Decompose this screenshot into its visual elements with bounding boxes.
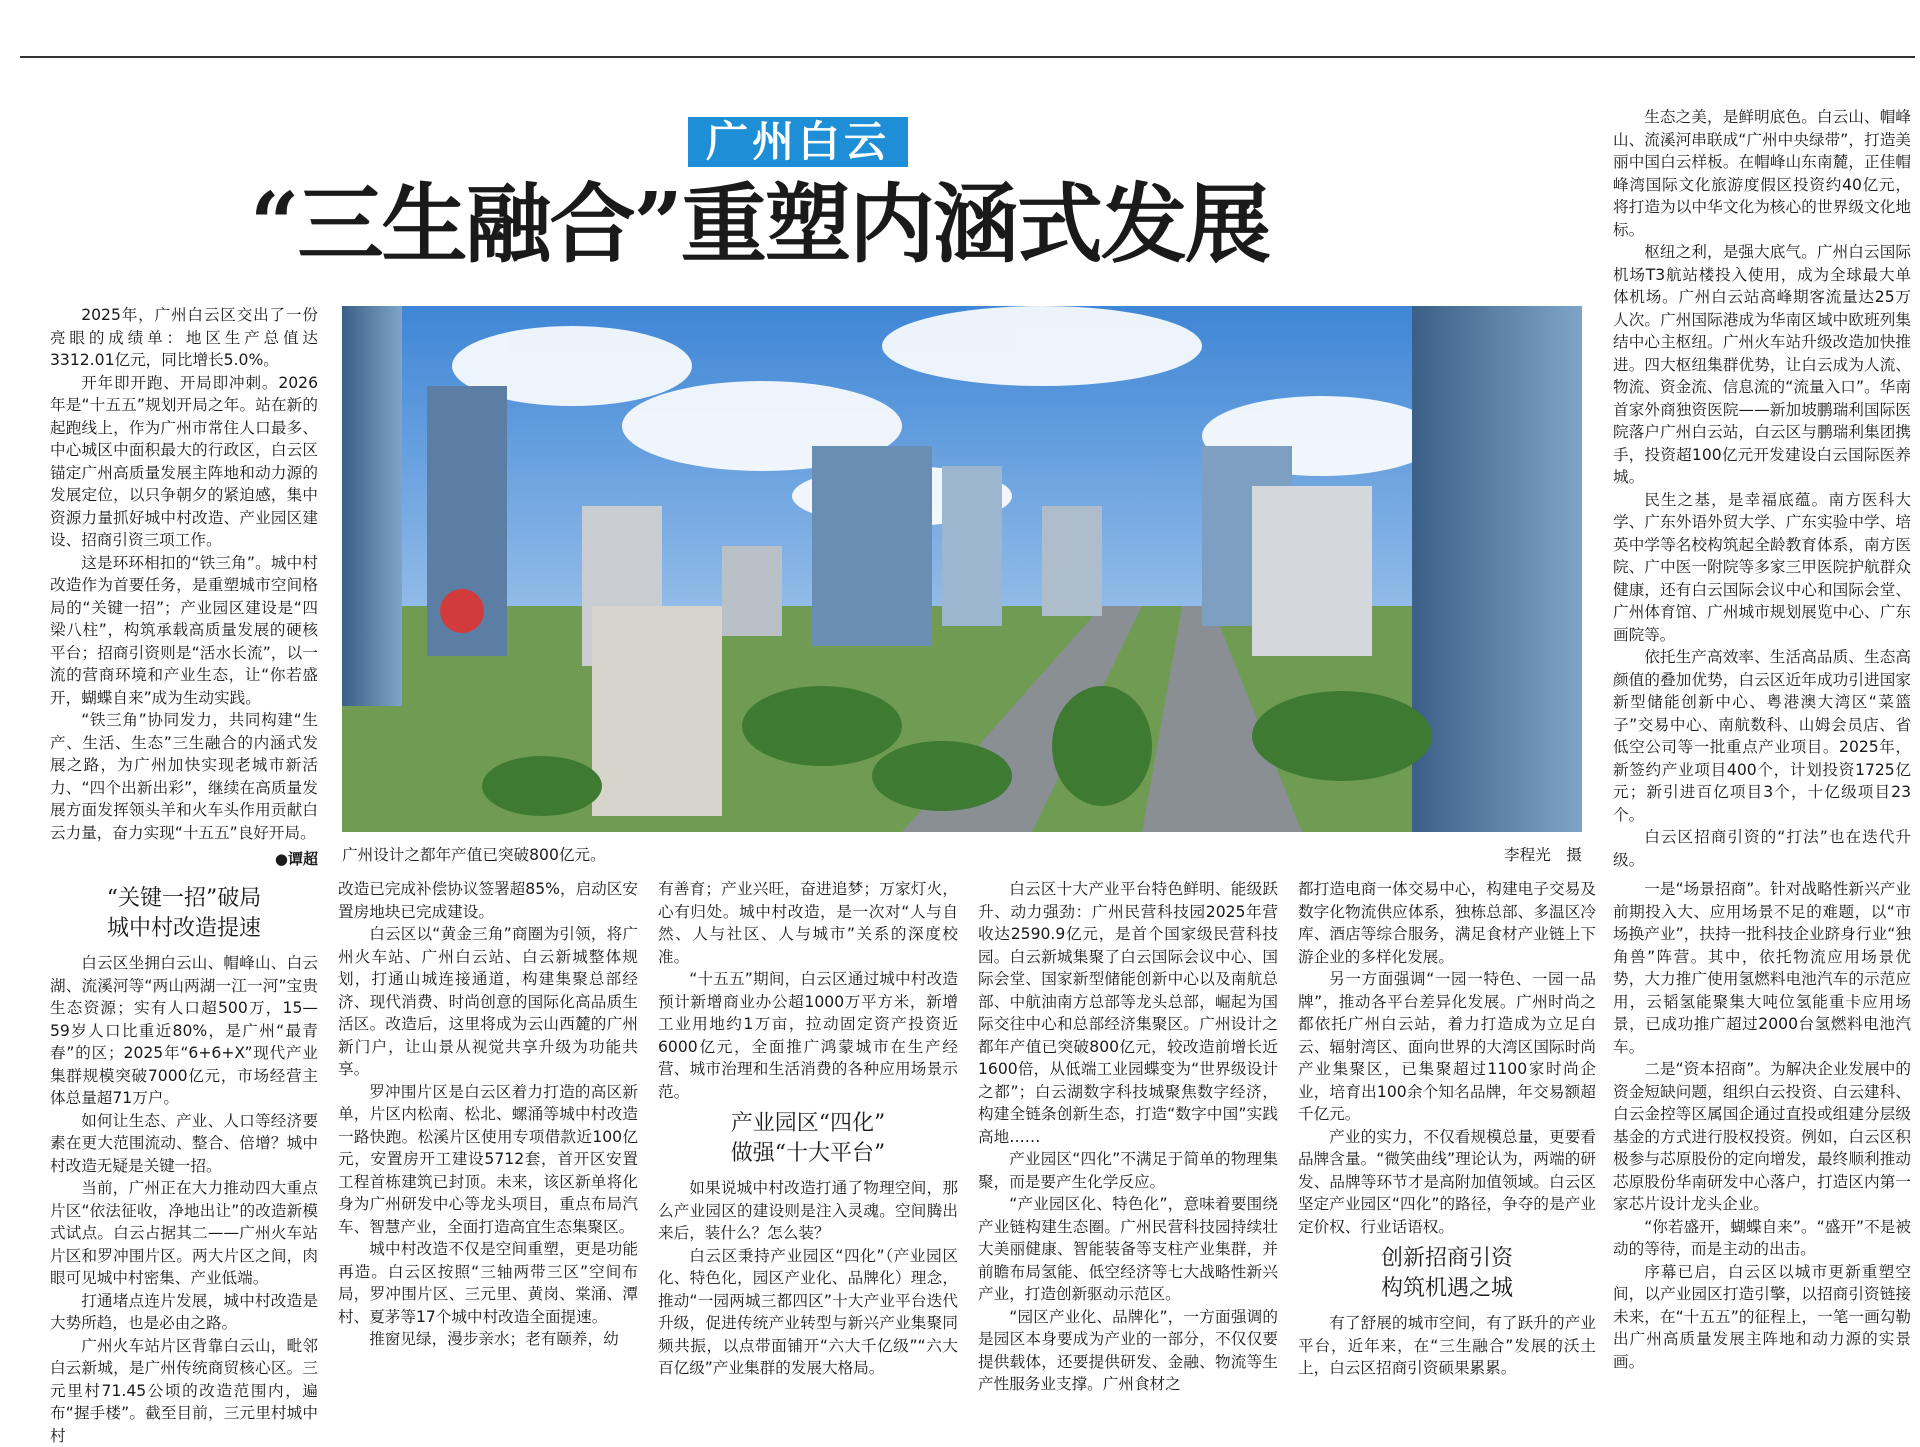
- paragraph: 一是“场景招商”。针对战略性新兴产业前期投入大、应用场景不足的难题，以“市场换产业”，扶持一批科技企业跻身行业“独角兽”阵营。其中，依托物流应用场景优势，大力推广使用氢燃料电池汽车的示范应用，云韬氢能聚集大吨位氢能重卡应用场景，已成功推广超过2000台氢燃料电池汽车。: [1613, 878, 1911, 1058]
- top-rule: [20, 56, 1915, 58]
- column-6: [1613, 878, 1911, 1384]
- paragraph: “园区产业化、品牌化”，一方面强调的是园区本身要成为产业的一部分，不仅仅要提供载体，还要提供研发、金融、物流等生产性服务业支撑。广州食材之: [978, 1306, 1278, 1396]
- paragraph: 白云区以“黄金三角”商圈为引领，将广州火车站、广州白云站、白云新城整体规划，打通山城连接通道，构建集聚总部经济、现代消费、时尚创意的国际化高品质生活区。改造后，这里将成为云山西麓的广州新门户，让山景从视觉共享升级为功能共享。: [338, 923, 638, 1081]
- paragraph: 广州火车站片区背靠白云山，毗邻白云新城，是广州传统商贸核心区。三元里村71.45公顷的改造范围内，遍布“握手楼”。截至目前，三元里村城中村: [50, 1335, 318, 1447]
- city-panorama-photo: [342, 306, 1582, 832]
- intro-paragraph: 2025年，广州白云区交出了一份亮眼的成绩单：地区生产总值达3312.01亿元，同比增长5.0%。: [50, 304, 318, 372]
- subheading-key-move: “关键一招”破局 城中村改造提速: [50, 884, 318, 944]
- intro-paragraph: “铁三角”协同发力，共同构建“生产、生活、生态”三生融合的内涵式发展之路，为广州加快实现老城市新活力、“四个出新出彩”，继续在高质量发展方面发挥领头羊和火车头作用贡献白云力量，奋力实现“十五五”良好开局。: [50, 709, 318, 844]
- photo-credit: 李程光 摄: [1504, 843, 1582, 865]
- subheading-industrial-parks: 产业园区“四化” 做强“十大平台”: [658, 1109, 958, 1169]
- paragraph: 产业园区“四化”不满足于简单的物理集聚，而是要产生化学反应。: [978, 1148, 1278, 1193]
- subheading-investment: 创新招商引资 构筑机遇之城: [1298, 1244, 1596, 1304]
- paragraph: 二是“资本招商”。为解决企业发展中的资金短缺问题，组织白云投资、白云建科、白云金控等区属国企通过直投或组建分层级基金的方式进行股权投资。例如，白云区积极参与芯原股份的定向增发，最终顺利推动芯原股份华南研发中心落户，打造区内第一家芯片设计龙头企业。: [1613, 1058, 1911, 1216]
- column-4: [978, 878, 1278, 1384]
- paragraph: 有善育；产业兴旺，奋进追梦；万家灯火，心有归处。城中村改造，是一次对“人与自然、人与社区、人与城市”关系的深度校准。: [658, 878, 958, 968]
- paragraph: 城中村改造不仅是空间重塑，更是功能再造。白云区按照“三轴两带三区”空间布局，罗冲围片区、三元里、黄岗、棠涌、潭村、夏茅等17个城中村改造全面提速。: [338, 1238, 638, 1328]
- paragraph: 罗冲围片区是白云区着力打造的高区新单，片区内松南、松北、螺涌等城中村改造一路快跑。松溪片区使用专项借款近100亿元，安置房开工建设5712套，首开区安置工程首栋建筑已封顶。未来，该区新单将化身为广州研发中心等龙头项目，重点布局汽车、智慧产业，全面打造高宜生态集聚区。: [338, 1081, 638, 1239]
- section-kicker: 广州白云: [688, 117, 908, 167]
- paragraph: 白云区十大产业平台特色鲜明、能级跃升、动力强劲：广州民营科技园2025年营收达2590.9亿元，是首个国家级民营科技园。白云新城集聚了白云国际会议中心、国际会堂、国家新型储能创新中心以及南航总部、中航油南方总部等龙头总部，崛起为国际交往中心和总部经济集聚区。广州设计之都年产值已突破800亿元，较改造前增长近1600倍，从低端工业园蝶变为“世界级设计之都”；白云湖数字科技城聚焦数字经济，构建全链条创新生态，打造“数字中国”实践高地……: [978, 878, 1278, 1148]
- paragraph: 另一方面强调“一园一特色、一园一品牌”，推动各平台差异化发展。广州时尚之都依托广州白云站，着力打造成为立足白云、辐射湾区、面向世界的大湾区国际时尚产业集聚区，已集聚超过1100家时尚企业，培育出100余个知名品牌，年交易额超千亿元。: [1298, 968, 1596, 1126]
- paragraph: 枢纽之利，是强大底气。广州白云国际机场T3航站楼投入使用，成为全球最大单体机场。广州白云站高峰期客流量达25万人次。广州国际港成为华南区域中欧班列集结中心主枢纽。广州火车站升级改造加快推进。四大枢纽集群优势，让白云成为人流、物流、资金流、信息流的“流量入口”。华南首家外商独资医院——新加坡鹏瑞利国际医院落户广州白云站，白云区与鹏瑞利集团携手，投资超100亿元开发建设白云国际医养城。: [1613, 241, 1911, 489]
- paragraph: “你若盛开，蝴蝶自来”。“盛开”不是被动的等待，而是主动的出击。: [1613, 1216, 1911, 1261]
- paragraph: 生态之美，是鲜明底色。白云山、帽峰山、流溪河串联成“广州中央绿带”，打造美丽中国白云样板。在帽峰山东南麓，正佳帽峰湾国际文化旅游度假区投资约40亿元，将打造为以中华文化为核心的世界级文化地标。: [1613, 106, 1911, 241]
- intro-paragraph: 这是环环相扣的“铁三角”。城中村改造作为首要任务，是重塑城市空间格局的“关键一招”；产业园区建设是“四梁八柱”，构筑承载高质量发展的硬核平台；招商引资则是“活水长流”，以一流的营商环境和产业生态，让“你若盛开，蝴蝶自来”成为生动实践。: [50, 552, 318, 710]
- column-1: [50, 878, 318, 1384]
- paragraph: 改造已完成补偿协议签署超85%，启动区安置房地块已完成建设。: [338, 878, 638, 923]
- paragraph: 都打造电商一体交易中心，构建电子交易及数字化物流供应体系，独栋总部、多温区冷库、酒店等综合服务，满足食材产业链上下游企业的多样化发展。: [1298, 878, 1596, 968]
- paragraph: “产业园区化、特色化”，意味着要围绕产业链构建生态圈。广州民营科技园持续壮大美丽健康、智能装备等支柱产业集群，并前瞻布局氢能、低空经济等七大战略性新兴产业，打造创新驱动示范区。: [978, 1193, 1278, 1306]
- headline: “三生融合”重塑内涵式发展: [250, 172, 1400, 277]
- paragraph: 产业的实力，不仅看规模总量，更要看品牌含量。“微笑曲线”理论认为，两端的研发、品牌等环节才是高附加值领域。白云区坚定产业园区“四化”的路径，争夺的是产业定价权、行业话语权。: [1298, 1126, 1596, 1239]
- paragraph: 白云区坐拥白云山、帽峰山、白云湖、流溪河等“两山两湖一江一河”宝贵生态资源；实有人口超500万，15—59岁人口比重近80%，是广州“最青春”的区；2025年“6+6+X”现代产业集群规模突破7000亿元，市场经营主体总量超71万户。: [50, 952, 318, 1110]
- paragraph: 序幕已启，白云区以城市更新重塑空间，以产业园区打造引擎，以招商引资链接未来，在“十五五”的征程上，一笔一画勾勒出广州高质量发展主阵地和动力源的实景画。: [1613, 1261, 1911, 1374]
- paragraph: 有了舒展的城市空间，有了跃升的产业平台，近年来，在“三生融合”发展的沃土上，白云区招商引资硕果累累。: [1298, 1312, 1596, 1380]
- photo-caption-row: [342, 843, 1582, 867]
- paragraph: 白云区招商引资的“打法”也在迭代升级。: [1613, 826, 1911, 871]
- paragraph: 白云区秉持产业园区“四化”（产业园区化、特色化，园区产业化、品牌化）理念，推动“一园两城三都四区”十大产业平台迭代升级，促进传统产业转型与新兴产业集聚同频共振，以点带面铺开“六大千亿级”“六大百亿级”产业集群的发展大格局。: [658, 1245, 958, 1380]
- right-top-column: [1613, 106, 1911, 866]
- photo-caption: 广州设计之都年产值已突破800亿元。: [342, 843, 606, 865]
- paragraph: 民生之基，是幸福底蕴。南方医科大学、广东外语外贸大学、广东实验中学、培英中学等名校构筑起全龄教育体系，南方医院、广中医一附院等多家三甲医院护航群众健康，还有白云国际会议中心和国际会堂、广州体育馆、广州城市规划展览中心、广东画院等。: [1613, 489, 1911, 647]
- paragraph: 如果说城中村改造打通了物理空间，那么产业园区的建设则是注入灵魂。空间腾出来后，装什么？怎么装？: [658, 1177, 958, 1245]
- paragraph: 如何让生态、产业、人口等经济要素在更大范围流动、整合、倍增？城中村改造无疑是关键一招。: [50, 1110, 318, 1178]
- paragraph: “十五五”期间，白云区通过城中村改造预计新增商业办公超1000万平方米，新增工业用地约1万亩，拉动固定资产投资近6000亿元，全面推广鸿蒙城市在生产经营、城市治理和生活消费的各种应用场景示范。: [658, 968, 958, 1103]
- intro-paragraph: 开年即开跑、开局即冲刺。2026年是“十五五”规划开局之年。站在新的起跑线上，作为广州市常住人口最多、中心城区中面积最大的行政区，白云区锚定广州高质量发展主阵地和动力源的发展定位，以只争朝夕的紧迫感，集中资源力量抓好城中村改造、产业园区建设、招商引资三项工作。: [50, 372, 318, 552]
- paragraph: 当前，广州正在大力推动四大重点片区“依法征收，净地出让”的改造新模式试点。白云占据其二——广州火车站片区和罗冲围片区。两大片区之间，肉眼可见城中村密集、产业低端。: [50, 1177, 318, 1290]
- column-5: [1298, 878, 1596, 1384]
- byline: ●谭超: [50, 848, 318, 871]
- paragraph: 打通堵点连片发展，城中村改造是大势所趋，也是必由之路。: [50, 1290, 318, 1335]
- intro-column: [50, 304, 318, 852]
- city-panorama-image: [342, 306, 1582, 832]
- paragraph: 推窗见绿，漫步亲水；老有颐养，幼: [338, 1328, 638, 1351]
- paragraph: 依托生产高效率、生活高品质、生态高颜值的叠加优势，白云区近年成功引进国家新型储能创新中心、粤港澳大湾区“菜篮子”交易中心、南航数科、山姆会员店、省低空公司等一批重点产业项目。2025年，新签约产业项目400个，计划投资1725亿元；新引进百亿项目3个，十亿级项目23个。: [1613, 646, 1911, 826]
- column-3: [658, 878, 958, 1384]
- column-2: [338, 878, 638, 1384]
